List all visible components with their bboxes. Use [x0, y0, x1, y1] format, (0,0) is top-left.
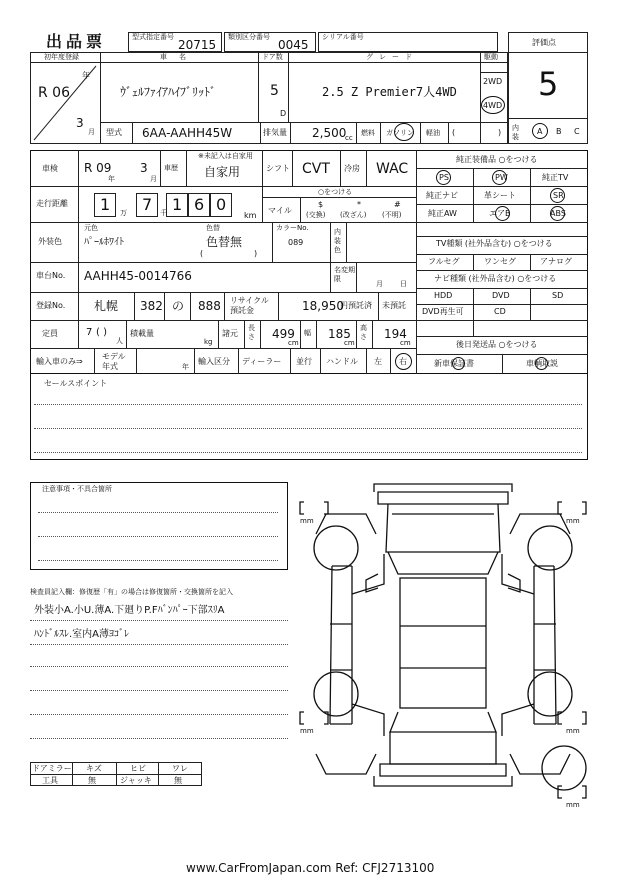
tv-one: ワンセグ — [484, 257, 516, 266]
capacity-label: 定員 — [42, 329, 58, 338]
mileage-opt-3-sym: # — [394, 200, 401, 209]
model-year-unit: 年 — [182, 363, 189, 371]
load-unit: kg — [204, 338, 213, 346]
car-name-label: 車名 — [160, 53, 198, 61]
grade-label: グレード — [366, 53, 418, 61]
width-value: 185 — [328, 327, 351, 341]
handle-right: 右 — [399, 357, 407, 366]
interior-a-circle — [532, 123, 548, 139]
interior-label: 内装 — [512, 124, 519, 141]
equip-sr: SR — [553, 191, 564, 200]
color-no-value: 089 — [288, 238, 304, 247]
note-line-2: ﾊﾝﾄﾞﾙｽﾚ.室内A薄ﾖｺﾞﾚ — [34, 629, 130, 640]
sales-box — [30, 374, 588, 460]
import-label: 輸入車のみ⇒ — [36, 357, 83, 366]
name-change-month: 月 — [376, 280, 383, 288]
drive-4wd-circle — [481, 96, 505, 114]
equip-airbag: エアB — [489, 209, 511, 218]
legend-h1: ドアミラー — [32, 764, 72, 773]
history-note: ※未記入は自家用 — [198, 152, 253, 160]
shift-label: シフト — [266, 164, 290, 173]
sales-label: セールスポイント — [44, 379, 108, 388]
notes-box — [30, 482, 288, 570]
recycle-status: 円預託済 — [340, 301, 372, 310]
equip-abs: ABS — [550, 209, 566, 218]
mileage-opt-2-label: (改ざん) — [340, 211, 367, 219]
inspection-month: 3 — [140, 161, 148, 175]
height-unit: cm — [400, 339, 411, 347]
displacement-value: 2,500 — [312, 126, 347, 140]
height-label: 高さ — [360, 324, 367, 341]
interior-b: B — [556, 127, 562, 136]
serial-label: シリアル番号 — [322, 33, 364, 41]
legend-c4: 無 — [174, 776, 182, 785]
recycle-label: リサイクル預託金 — [230, 296, 269, 315]
tv-title: TV種類 (社外品含む) ○をつける — [436, 239, 553, 248]
length-unit: cm — [288, 339, 299, 347]
interior-c: C — [574, 127, 580, 136]
sen-unit: 千 — [160, 209, 167, 217]
equip-leather: 革シート — [484, 191, 516, 200]
paint-value: 色替無 — [206, 235, 243, 249]
tire-mm-rl: mm — [300, 727, 314, 735]
legend-c1: 工具 — [42, 776, 58, 785]
mileage-digit-3: 1 — [172, 195, 183, 214]
navi-dvd: DVD — [492, 291, 510, 300]
docs-manual-circle — [535, 357, 548, 370]
reg-kana: の — [172, 299, 185, 313]
class-label: 類別区分番号 — [228, 33, 270, 41]
drive-label: 駆動 — [484, 53, 498, 61]
docs-warranty: 新車保証書 — [434, 359, 474, 368]
drive-4wd: 4WD — [483, 101, 503, 110]
navi-title: ナビ種類 (社外品含む) ○をつける — [434, 274, 557, 283]
inspection-year-unit: 年 — [108, 175, 115, 183]
docs-title: 後日発送品 ○をつける — [456, 340, 538, 349]
model-year-label: モデル年式 — [102, 352, 126, 371]
length-label: 長さ — [248, 324, 255, 341]
type-cert-label: 型式指定番号 — [132, 33, 174, 41]
equip-tv: 純正TV — [542, 173, 569, 182]
legend-c2: 無 — [88, 776, 96, 785]
page-title: 出品票 — [46, 32, 107, 51]
model-label: 型式 — [106, 128, 122, 137]
tv-analog: アナログ — [540, 257, 572, 266]
fuel-value: ガソリン — [386, 129, 414, 137]
vin-value: AAHH45-0014766 — [84, 269, 192, 283]
width-label: 幅 — [304, 329, 311, 337]
first-reg-label: 初年度登録 — [44, 53, 79, 61]
oil-paren-close: ) — [498, 128, 502, 137]
equip-ps: PS — [439, 173, 449, 182]
color-no-label: カラーNo. — [276, 224, 309, 232]
history-label: 車歴 — [164, 164, 178, 172]
model-value: 6AA-AAHH45W — [142, 126, 233, 140]
first-reg-month: 3 — [76, 116, 84, 130]
ac-value: WAC — [376, 161, 409, 177]
man-unit: 万 — [120, 209, 127, 217]
note-line-1: 外装小A.小U.薄A.下廻りP.Fﾊﾞﾝﾊﾟｰ下部ｽﾘA — [34, 605, 225, 616]
interior-color-label: 内装色 — [334, 228, 341, 254]
inspection-label: 車検 — [42, 164, 58, 173]
first-reg-era: R 06 — [38, 85, 70, 101]
footer-text: www.CarFromJapan.com Ref: CFJ2713100 — [186, 861, 435, 875]
mileage-opt-1-sym: $ — [318, 200, 324, 209]
capacity-value: 7 — [86, 327, 93, 338]
capacity-paren: ( ) — [96, 327, 107, 338]
tv-full: フルセグ — [428, 257, 460, 266]
mile-label: マイル — [268, 206, 292, 215]
equip-navi: 純正ナビ — [426, 191, 458, 200]
handle-left: 左 — [374, 357, 382, 366]
unpaid-label: 未預託 — [382, 301, 406, 310]
tire-mm-fr: mm — [566, 517, 580, 525]
door-suffix: D — [280, 109, 287, 118]
tire-mm-rr: mm — [566, 727, 580, 735]
equip-pw-circle — [492, 170, 507, 185]
mileage-digit-4: 6 — [194, 195, 205, 214]
name-change-label: 名変期限 — [334, 266, 355, 283]
import-cat-label: 輸入区分 — [198, 357, 230, 366]
mileage-options-note: ○をつける — [318, 188, 353, 196]
paint-paren-open: ( — [200, 249, 204, 258]
month-unit: 月 — [88, 128, 95, 136]
mileage-digit-1: 1 — [100, 195, 111, 214]
import-opt-dealer: ディーラー — [242, 357, 282, 366]
vin-label: 車台No. — [36, 271, 66, 280]
legend-h2: キズ — [86, 764, 102, 773]
width-unit: cm — [344, 339, 355, 347]
door-label: ドア数 — [262, 53, 283, 61]
recycle-value: 18,950 — [302, 299, 344, 313]
mileage-opt-3-label: (不明) — [382, 211, 402, 219]
mileage-label: 走行距離 — [36, 199, 68, 208]
navi-cd: CD — [494, 307, 506, 316]
class-value: 0045 — [278, 38, 309, 52]
inspection-value: R 09 — [84, 161, 112, 175]
reg-number: 888 — [198, 299, 221, 313]
handle-label: ハンドル — [326, 357, 358, 366]
docs-manual: 車輌取説 — [526, 359, 558, 368]
capacity-unit: 人 — [116, 337, 123, 345]
navi-dvd-play: DVD再生可 — [422, 307, 464, 316]
grade-value: 2.5 Z Premier7人4WD — [322, 85, 457, 99]
color-label: 外装色 — [38, 237, 62, 246]
car-diagram — [296, 474, 596, 814]
reg-class: 382 — [140, 299, 163, 313]
equip-airbag-circle — [495, 206, 510, 221]
load-label: 積載量 — [130, 329, 154, 338]
equipment-title: 純正装備品 ○をつける — [456, 155, 538, 164]
equip-pw: PW — [495, 173, 508, 182]
mileage-opt-2-sym: * — [357, 200, 361, 209]
handle-right-circle — [395, 353, 412, 370]
history-value: 自家用 — [204, 165, 241, 179]
equip-aw: 純正AW — [428, 209, 457, 218]
equip-sr-circle — [550, 188, 565, 203]
equip-ps-circle — [436, 170, 451, 185]
grade-points-label: 評価点 — [532, 38, 556, 47]
length-value: 499 — [272, 327, 295, 341]
legend-c3: ジャッキ — [120, 776, 152, 785]
mileage-digit-2: 7 — [142, 195, 153, 214]
shift-value: CVT — [302, 161, 330, 177]
mileage-digit-5: 0 — [216, 195, 227, 214]
height-value: 194 — [384, 327, 407, 341]
inspection-month-unit: 月 — [150, 175, 157, 183]
type-cert-value: 20715 — [178, 38, 217, 52]
navi-hdd: HDD — [434, 291, 453, 300]
paint-label: 色替 — [206, 224, 220, 232]
legend-h4: ワレ — [172, 764, 188, 773]
notes-label: 注意事項・不具合箇所 — [42, 485, 112, 493]
oil-label: 軽油 — [426, 129, 440, 137]
orig-color-value: ﾊﾟｰﾙﾎﾜｲﾄ — [84, 237, 124, 248]
orig-color-label: 元色 — [84, 224, 98, 232]
ac-label: 冷房 — [344, 164, 360, 173]
mileage-opt-1-label: (交換) — [306, 211, 326, 219]
year-unit: 年 — [82, 71, 90, 80]
drive-2wd: 2WD — [483, 77, 503, 86]
dims-label: 諸元 — [222, 329, 238, 338]
displacement-label: 排気量 — [263, 128, 287, 137]
fuel-circle — [394, 123, 414, 141]
car-name: ｳﾞｪﾙﾌｧｲｱﾊｲﾌﾞﾘｯﾄﾞ — [120, 85, 217, 99]
interior-a: A — [537, 127, 543, 136]
paint-paren-close: ) — [254, 249, 258, 258]
oil-paren-open: ( — [452, 128, 456, 137]
docs-warranty-circle — [452, 357, 465, 370]
legend-h3: ヒビ — [130, 764, 146, 773]
reg-label: 登録No. — [36, 301, 66, 310]
inspector-label: 検査員記入欄：修復歴「有」の場合は修復箇所・交換箇所を記入 — [30, 588, 233, 596]
tire-mm-fl: mm — [300, 517, 314, 525]
reg-city: 札幌 — [94, 299, 119, 313]
import-opt-parallel: 並行 — [296, 357, 312, 366]
doors: 5 — [270, 83, 279, 99]
navi-sd: SD — [552, 291, 564, 300]
equip-abs-circle — [550, 206, 565, 221]
grade-points-value: 5 — [538, 65, 559, 103]
km-unit: km — [244, 211, 257, 220]
name-change-day: 日 — [400, 280, 407, 288]
displacement-unit: cc — [345, 134, 353, 142]
fuel-label: 燃料 — [361, 129, 375, 137]
tire-mm-spare: mm — [566, 801, 580, 809]
